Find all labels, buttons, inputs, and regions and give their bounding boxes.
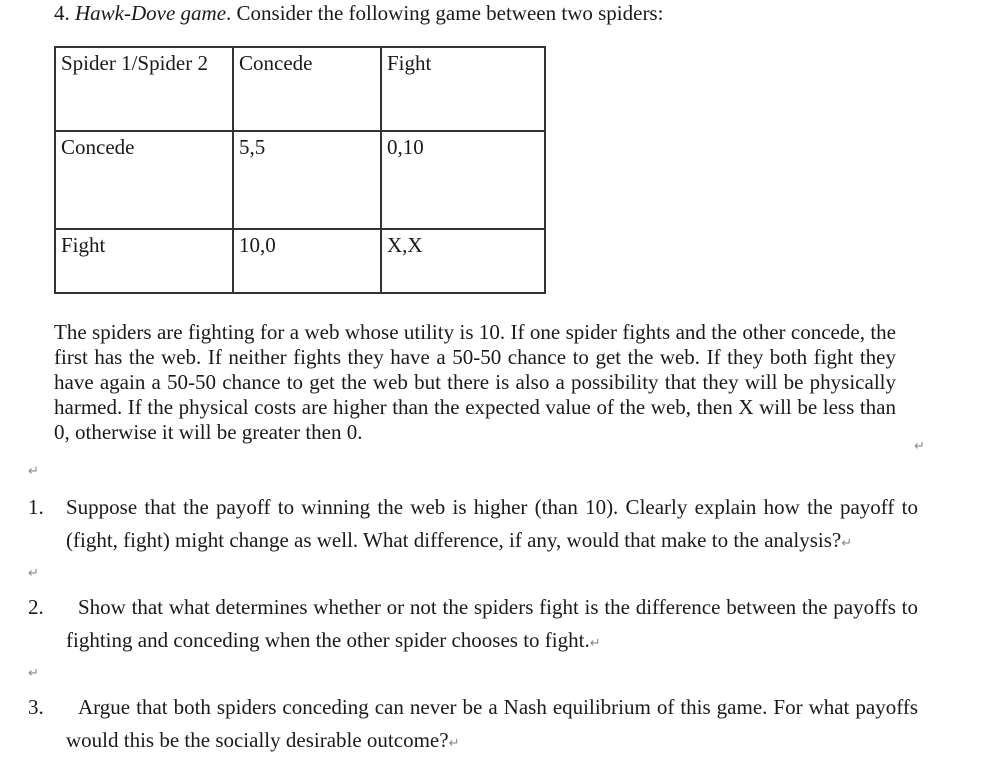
question-body bbox=[66, 591, 918, 660]
question-item bbox=[28, 691, 918, 760]
description-paragraph: The spiders are fighting for a web whose utility is 10. If one spider fights and the other concede, the first has the web. If neither fights they have a 50-50 chance to get the web. If they both fight they have again a 50-50 chance to get the web but there is also a possibility that they will be physically harmed. If the physical costs are higher than the expected value of the web, then X will be less than 0, otherwise it will be greater then 0. bbox=[54, 320, 896, 444]
payoff-cell: X,X bbox=[381, 229, 545, 293]
problem-intro: . Consider the following game between two spiders: bbox=[226, 1, 664, 25]
question-number: 3. bbox=[28, 695, 44, 719]
question-item bbox=[28, 491, 918, 560]
paragraph-return-icon: ↵ bbox=[28, 566, 39, 581]
table-row bbox=[55, 131, 545, 229]
table-row bbox=[55, 229, 545, 293]
paragraph-return-icon: ↵ bbox=[841, 536, 853, 551]
question-text: Argue that both spiders conceding can never be a Nash equilibrium of this game. For what payoffs would this be the socially desirable outcome? bbox=[66, 695, 918, 752]
payoff-cell: 0,10 bbox=[381, 131, 545, 229]
row-label-fight: Fight bbox=[55, 229, 233, 293]
payoff-table bbox=[54, 46, 546, 294]
table-corner-cell: Spider 1/Spider 2 bbox=[55, 47, 233, 131]
question-body bbox=[66, 491, 918, 560]
table-header-concede: Concede bbox=[233, 47, 381, 131]
payoff-cell: 5,5 bbox=[233, 131, 381, 229]
question-item bbox=[28, 591, 918, 660]
table-header-row bbox=[55, 47, 545, 131]
paragraph-return-icon: ↵ bbox=[28, 666, 39, 681]
question-body bbox=[66, 691, 918, 760]
question-text: Suppose that the payoff to winning the web is higher (than 10). Clearly explain how the payoff to (fight, fight) might change as well. What difference, if any, would that make to the analysis? bbox=[66, 495, 918, 552]
paragraph-return-icon: ↵ bbox=[589, 636, 601, 651]
row-label-concede: Concede bbox=[55, 131, 233, 229]
paragraph-return-icon: ↵ bbox=[28, 464, 39, 479]
question-text: Show that what determines whether or not the spiders fight is the difference between the payoffs to fighting and conceding when the other spider chooses to fight. bbox=[66, 595, 918, 652]
problem-heading bbox=[54, 0, 663, 26]
paragraph-return-icon: ↵ bbox=[914, 439, 925, 454]
problem-number: 4. bbox=[54, 1, 70, 25]
question-number: 2. bbox=[28, 595, 44, 619]
paragraph-return-icon: ↵ bbox=[448, 736, 460, 751]
problem-title: Hawk-Dove game bbox=[75, 1, 227, 25]
question-number: 1. bbox=[28, 495, 44, 519]
payoff-cell: 10,0 bbox=[233, 229, 381, 293]
table-header-fight: Fight bbox=[381, 47, 545, 131]
